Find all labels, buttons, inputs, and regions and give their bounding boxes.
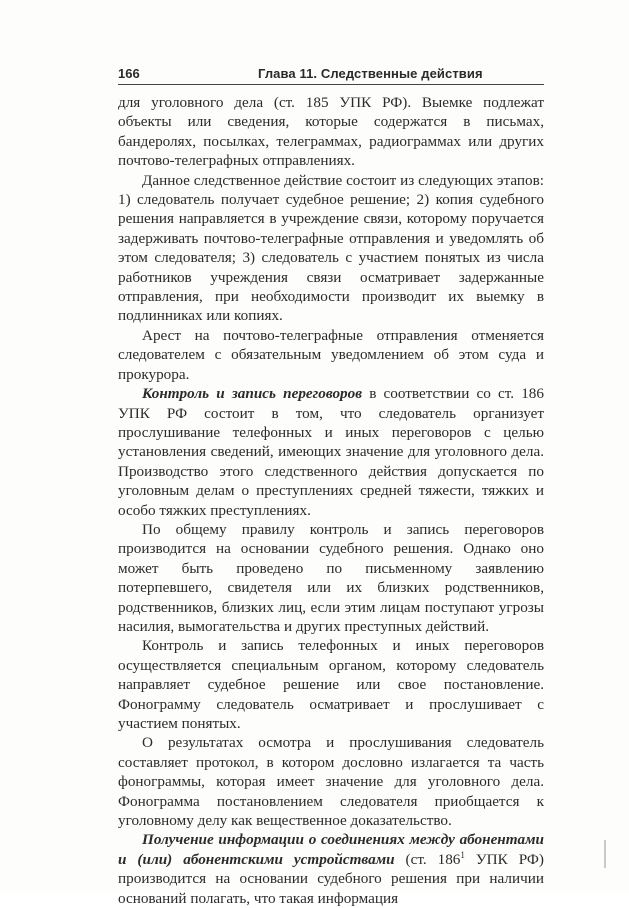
chapter-title: Глава 11. Следственные действия [258, 66, 483, 81]
paragraph-1 [118, 93, 544, 171]
page-number: 166 [118, 66, 140, 81]
running-header [118, 64, 544, 84]
defined-term: Контроль и запись переговоров [142, 385, 363, 403]
paragraph-6 [118, 636, 544, 733]
paragraph-text: О результатах осмотра и прослушивания следователь составляет протокол, в котором дословно излагается та часть фонограммы, которая имеет значение для уголовного дела. Фонограмма постановлением следователя приобщается к уголовному делу как вещественное доказательство. [118, 734, 544, 830]
paragraph-4 [118, 384, 544, 520]
scan-edge-mark [604, 840, 606, 868]
paragraph-7 [118, 733, 544, 830]
paragraph-text: Контроль и запись телефонных и иных переговоров осуществляется специальным органом, которому следователь направляет судебное решение или свое постановление. Фонограмму следователь осматривает и прослушивает с участием понятых. [118, 637, 544, 732]
paragraph-5 [118, 520, 544, 636]
article-superscript: 1 [460, 849, 465, 860]
paragraph-text: в соответствии со ст. 186 УПК РФ состоит в том, что следователь организует прослушивание телефонных и иных переговоров с целью установления сведений, имеющих значение для уголовного дела. Производство этого следственного действия допускается по уголовным делам о преступлениях средней тяжести, тяжких и особо тяжких преступлениях. [118, 385, 544, 519]
body-text [118, 93, 544, 908]
paragraph-text: Данное следственное действие состоит из следующих этапов: 1) следователь получает судебное решение; 2) копия судебного решения направляется в учреждение связи, которому поручается задерживать почтово-телеграфные отправления и уведомлять об этом следователя; 3) следователь с участием понятых из числа работников учреждения связи осматривает задержанные отправления, при необходимости производит их выемку в подлинниках или копиях. [118, 171, 544, 325]
paragraph-text: Арест на почтово-телеграфные отправления отменяется следователем с обязательным уведомлением об этом суда и прокурора. [118, 326, 544, 383]
paragraph-text: (ст. 186 [394, 850, 461, 868]
paragraph-text: для уголовного дела (ст. 185 УПК РФ). Выемке подлежат объекты или сведения, которые содержатся в письмах, бандеролях, посылках, телеграммах, радиограммах или других почтово-телеграфных отправлениях. [118, 94, 544, 170]
paragraph-8 [118, 830, 544, 908]
paragraph-2 [118, 171, 544, 326]
paragraph-text-continued: УПК РФ) производится на основании судебного решения при наличии оснований полагать, что такая информация [118, 850, 544, 907]
paragraph-text: По общему правилу контроль и запись переговоров производится на основании судебного решения. Однако оно может быть проведено по письменному заявлению потерпевшего, свидетеля или их близких родственников, родственников, близких лиц, если этим лицам поступают угрозы насилия, вымогательства и других преступных действий. [118, 520, 544, 635]
header-divider [118, 84, 544, 85]
defined-term: Получение информации о соединениях между абонентами и (или) абонентскими устройствами [118, 831, 544, 868]
paragraph-3 [118, 326, 544, 384]
